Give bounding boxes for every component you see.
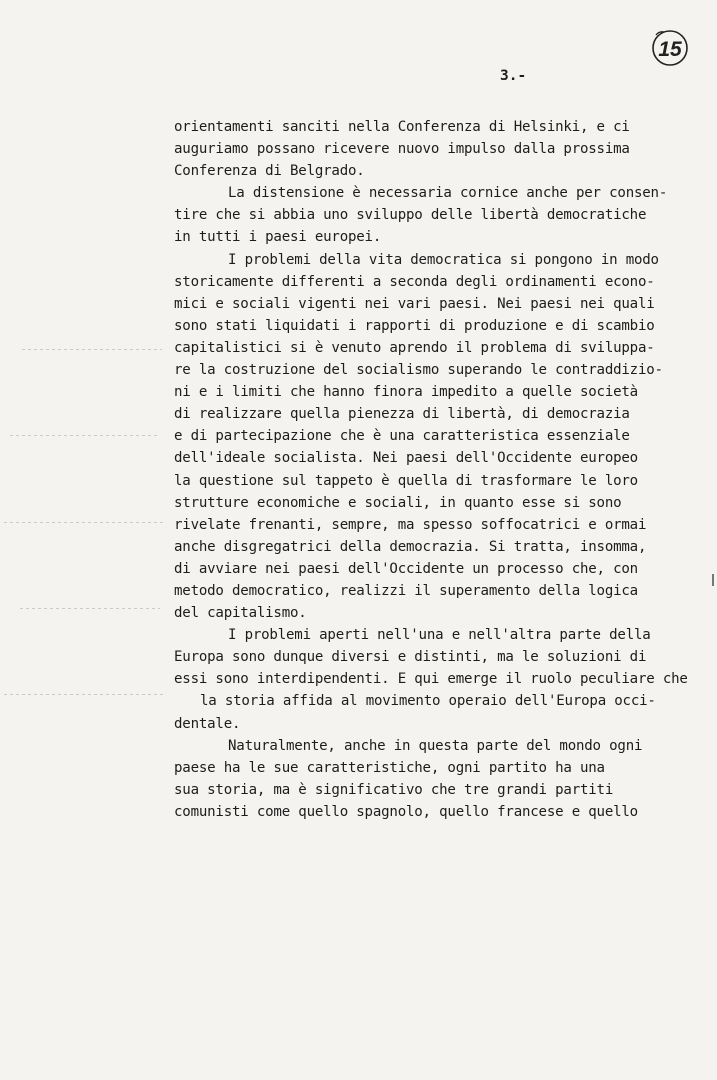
text-line: orientamenti sanciti nella Conferenza di Helsinki, e ci — [174, 119, 630, 135]
text-line: auguriamo possano ricevere nuovo impulso dalla prossima — [174, 141, 630, 158]
text-line: di realizzare quella pienezza di libertà, di democrazia — [174, 406, 630, 423]
text-line: comunisti come quello spagnolo, quello francese e quello — [174, 803, 638, 820]
text-line: dentale. — [174, 715, 241, 732]
text-line: La distensione è necessaria cornice anche per consen- — [228, 185, 668, 202]
margin-mark — [4, 522, 164, 523]
text-line: sono stati liquidati i rapporti di produzione e di scambio — [174, 317, 655, 334]
text-line: in tutti i paesi europei. — [174, 229, 382, 246]
text-line: Europa sono dunque diversi e distinti, ma le soluzioni di — [174, 649, 647, 666]
stamp-circle-icon — [650, 26, 690, 68]
text-line: la questione sul tappeto è quella di trasformare le loro — [174, 472, 638, 489]
text-line: metodo democratico, realizzi il superamento della logica — [174, 582, 638, 599]
stamp-number: 15 — [658, 38, 682, 61]
margin-mark — [4, 694, 164, 695]
margin-tick — [712, 574, 714, 586]
margin-bleed-through — [0, 0, 170, 1080]
text-line: del capitalismo. — [174, 605, 307, 622]
text-line: tire che si abbia uno sviluppo delle libertà democratiche — [174, 207, 647, 224]
text-line: strutture economiche e sociali, in quanto esse si sono — [174, 494, 622, 511]
text-line: re la costruzione del socialismo superando le contraddizio- — [174, 362, 663, 379]
page-number: 3.- — [500, 68, 527, 84]
text-line: dell'ideale socialista. Nei paesi dell'Occidente europeo — [174, 450, 638, 467]
text-line: la storia affida al movimento operaio dell'Europa occi- — [200, 693, 656, 710]
body-text — [174, 116, 714, 823]
margin-mark — [22, 349, 162, 350]
text-line: I problemi della vita democratica si pongono in modo — [228, 251, 659, 268]
text-line: I problemi aperti nell'una e nell'altra parte della — [228, 627, 651, 644]
text-line: anche disgregatrici della democrazia. Si tratta, insomma, — [174, 538, 647, 555]
text-line: Naturalmente, anche in questa parte del mondo ogni — [228, 737, 643, 754]
text-line: essi sono interdipendenti. E qui emerge il ruolo peculiare che — [174, 671, 688, 688]
text-line: storicamente differenti a seconda degli ordinamenti econo- — [174, 273, 655, 290]
margin-mark — [10, 435, 160, 436]
text-line: sua storia, ma è significativo che tre grandi partiti — [174, 781, 614, 798]
text-line: capitalistici si è venuto aprendo il problema di sviluppa- — [174, 339, 655, 356]
text-line: e di partecipazione che è una caratteristica essenziale — [174, 428, 630, 445]
text-line: di avviare nei paesi dell'Occidente un processo che, con — [174, 560, 638, 577]
text-line: rivelate frenanti, sempre, ma spesso soffocatrici e ormai — [174, 516, 647, 533]
margin-mark — [20, 608, 160, 609]
archive-stamp — [650, 26, 690, 68]
text-line: Conferenza di Belgrado. — [174, 163, 365, 180]
text-line: mici e sociali vigenti nei vari paesi. Nei paesi nei quali — [174, 295, 655, 312]
text-line: paese ha le sue caratteristiche, ogni partito ha una — [174, 759, 605, 776]
text-line: ni e i limiti che hanno finora impedito a quelle società — [174, 384, 638, 401]
